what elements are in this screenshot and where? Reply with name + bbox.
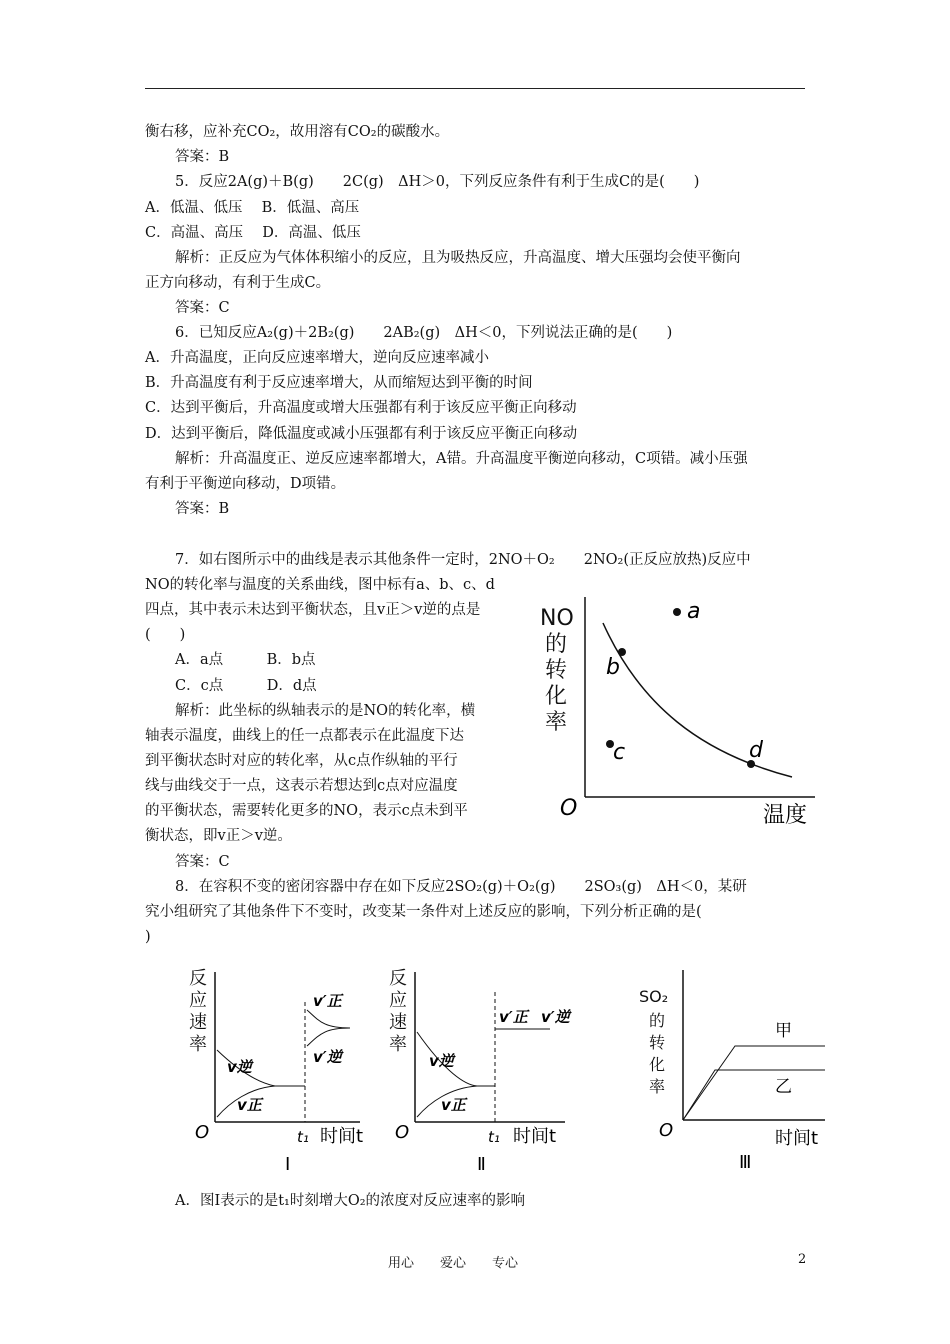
- svg-text:率: 率: [545, 710, 568, 735]
- graph1-caption: Ⅰ: [285, 1154, 291, 1175]
- graph1-t1: t₁: [297, 1128, 309, 1146]
- graph3-series-jia: [683, 1046, 825, 1120]
- graph1-v-fwd-new: v′正: [313, 992, 342, 1010]
- q7-options-1: A．a点 B．b点: [175, 652, 316, 668]
- graph2-v-rev: v逆: [429, 1052, 454, 1070]
- q8-graph-1: [185, 962, 365, 1177]
- svg-text:的: 的: [649, 1011, 666, 1030]
- graph2-origin: O: [395, 1122, 410, 1143]
- header-rule: [145, 88, 805, 89]
- graph3-ylabel: [639, 987, 668, 1096]
- q6-option-c: C．达到平衡后，升高温度或增大压强都有利于该反应平衡正向移动: [145, 400, 577, 416]
- q6-analysis-1: 解析：升高温度正、逆反应速率都增大，A错。升高温度平衡逆向移动，C项错。减小压强: [175, 451, 748, 467]
- footer-motto: 用心 爱心 专心: [388, 1256, 519, 1271]
- q6-option-d: D．达到平衡后，降低温度或减小压强都有利于该反应平衡正向移动: [145, 426, 578, 442]
- svg-text:应: 应: [389, 990, 407, 1011]
- svg-text:SO₂: SO₂: [639, 987, 669, 1006]
- svg-text:率: 率: [389, 1034, 407, 1055]
- q7-analysis-5: 的平衡状态，需要转化更多的NO，表示c点未到平: [145, 803, 468, 819]
- svg-text:转: 转: [649, 1033, 666, 1052]
- graph3-label-yi: 乙: [775, 1077, 792, 1097]
- q8-stem-1: 8．在容积不变的密闭容器中存在如下反应2SO₂(g)＋O₂(g) 2SO₃(g) ΔH＜0，某研: [175, 879, 747, 895]
- svg-text:速: 速: [189, 1012, 207, 1033]
- q7-point-a: [673, 608, 681, 616]
- q7-stem-4: ( ): [145, 627, 186, 643]
- svg-text:转: 转: [545, 658, 568, 683]
- page-number: 2: [798, 1252, 807, 1267]
- graph1-v-fwd: v正: [237, 1096, 262, 1114]
- q8-graph-3: [635, 962, 835, 1177]
- graph1-origin: O: [195, 1122, 210, 1143]
- q5-options-2: C．高温、高压 D．高温、低压: [145, 225, 361, 241]
- q7-analysis-3: 到平衡状态时对应的转化率，从c点作纵轴的平行: [145, 753, 458, 769]
- graph2-caption: Ⅱ: [477, 1154, 486, 1175]
- graph2-v-fwd-new: v′正: [499, 1008, 528, 1026]
- svg-text:应: 应: [189, 990, 207, 1011]
- svg-text:的: 的: [545, 632, 568, 657]
- q7-xlabel: 温度: [763, 803, 808, 828]
- q7-options-2: C．c点 D．d点: [175, 678, 317, 694]
- q7-analysis-4: 线与曲线交于一点，这表示若想达到c点对应温度: [145, 778, 458, 794]
- graph2-xlabel: 时间t: [513, 1126, 557, 1147]
- q5-stem: 5．反应2A(g)＋B(g) 2C(g) ΔH＞0，下列反应条件有利于生成C的是( ): [175, 174, 700, 190]
- q7-curve: [603, 623, 792, 777]
- graph1-v-fwd-new-curve: [307, 1010, 350, 1028]
- q5-analysis-2: 正方向移动，有利于生成C。: [145, 275, 331, 291]
- q7-analysis-1: 解析：此坐标的纵轴表示的是NO的转化率，横: [175, 703, 476, 719]
- q6-stem: 6．已知反应A₂(g)＋2B₂(g) 2AB₂(g) ΔH＜0，下列说法正确的是( ): [175, 325, 673, 341]
- graph3-xlabel: 时间t: [775, 1128, 819, 1149]
- svg-text:化: 化: [649, 1055, 666, 1074]
- svg-text:率: 率: [649, 1077, 666, 1096]
- graph1-ylabel: [189, 968, 207, 1055]
- graph1-v-rev-new: v′逆: [313, 1048, 342, 1066]
- q7-stem-3: 四点，其中表示未达到平衡状态，且v正＞v逆的点是: [145, 602, 481, 618]
- graph1-xlabel: 时间t: [320, 1126, 364, 1147]
- graph2-v-rev-new: v′逆: [541, 1008, 570, 1026]
- svg-text:化: 化: [545, 684, 568, 709]
- graph2-ylabel: [389, 968, 407, 1055]
- svg-text:反: 反: [389, 968, 407, 989]
- graph3-series-yi: [683, 1070, 825, 1120]
- q6-analysis-2: 有利于平衡逆向移动，D项错。: [145, 476, 346, 492]
- q7-label-d: d: [749, 738, 763, 763]
- q6-answer: 答案：B: [175, 501, 230, 517]
- svg-text:率: 率: [189, 1034, 207, 1055]
- graph3-label-jia: 甲: [775, 1021, 792, 1041]
- q8-graph-2: [385, 962, 585, 1177]
- graph3-origin: O: [659, 1120, 674, 1141]
- q7-label-b: b: [606, 655, 620, 680]
- q7-ylabel: [540, 606, 574, 735]
- continuation-text: 衡右移，应补充CO₂，故用溶有CO₂的碳酸水。: [145, 124, 450, 140]
- q7-stem-1: 7．如右图所示中的曲线是表示其他条件一定时，2NO＋O₂ 2NO₂(正反应放热)反应中: [175, 552, 751, 568]
- graph3-caption: Ⅲ: [739, 1152, 752, 1173]
- q7-analysis-2: 轴表示温度，曲线上的任一点都表示在此温度下达: [145, 728, 464, 744]
- graph1-v-rev-new-curve: [307, 1028, 350, 1046]
- q7-graph: [530, 585, 830, 830]
- q8-stem-3: ): [145, 929, 151, 945]
- graph1-v-rev: v逆: [227, 1058, 252, 1076]
- graph2-t1: t₁: [488, 1128, 500, 1146]
- q5-analysis-1: 解析：正反应为气体体积缩小的反应，且为吸热反应，升高温度、增大压强均会使平衡向: [175, 250, 741, 266]
- q7-analysis-6: 衡状态，即v正＞v逆。: [145, 828, 292, 844]
- svg-text:速: 速: [389, 1012, 407, 1033]
- q6-option-a: A．升高温度，正向反应速率增大，逆向反应速率减小: [145, 350, 489, 366]
- q5-answer: 答案：C: [175, 300, 230, 316]
- continuation-answer: 答案：B: [175, 149, 230, 165]
- svg-text:NO: NO: [540, 606, 574, 631]
- q8-stem-2: 究小组研究了其他条件下不变时，改变某一条件对上述反应的影响，下列分析正确的是(: [145, 904, 702, 920]
- svg-text:反: 反: [189, 968, 207, 989]
- q8-option-a: A．图Ⅰ表示的是t₁时刻增大O₂的浓度对反应速率的影响: [175, 1193, 526, 1209]
- q5-options-1: A．低温、低压 B．低温、高压: [145, 200, 360, 216]
- q7-origin: O: [560, 796, 578, 821]
- q7-label-a: a: [687, 599, 701, 624]
- q7-stem-2: NO的转化率与温度的关系曲线，图中标有a、b、c、d: [145, 577, 495, 593]
- q6-option-b: B．升高温度有利于反应速率增大，从而缩短达到平衡的时间: [145, 375, 533, 391]
- q7-answer: 答案：C: [175, 854, 230, 870]
- graph2-v-fwd: v正: [441, 1096, 466, 1114]
- q7-label-c: c: [613, 740, 626, 765]
